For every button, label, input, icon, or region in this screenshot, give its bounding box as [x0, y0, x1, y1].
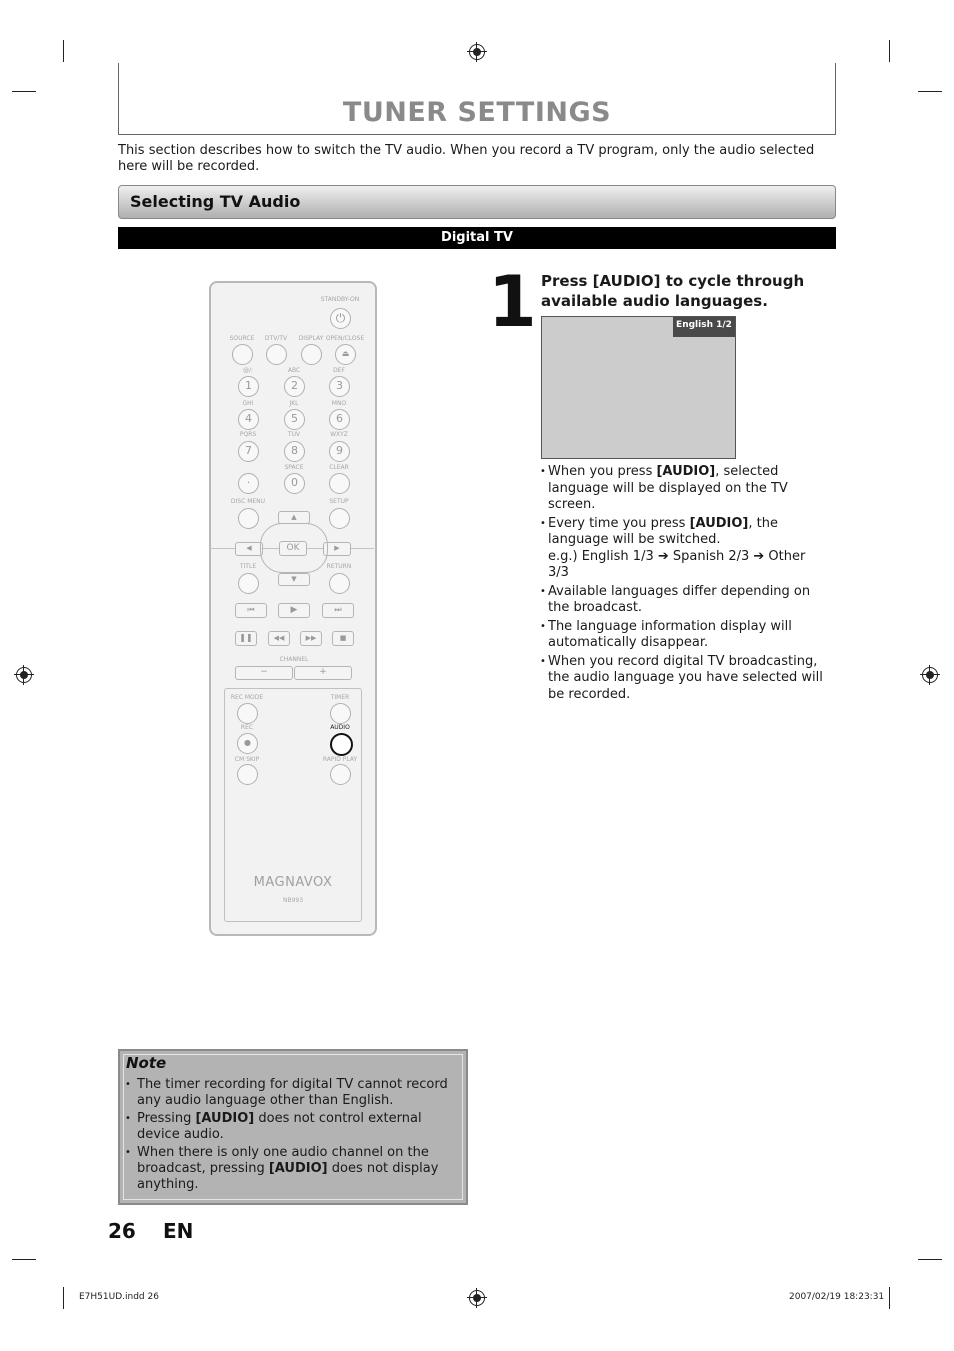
clear-label: CLEAR — [329, 464, 349, 471]
display-label: DISPLAY — [298, 335, 324, 342]
note-heading: Note — [126, 1054, 167, 1072]
brand-logo: MAGNAVOX — [253, 875, 333, 890]
step-bullets — [540, 464, 830, 705]
footer-timestamp: 2007/02/19 18:23:31 — [789, 1292, 885, 1302]
key6-letters: MNO — [331, 400, 347, 407]
source-label: SOURCE — [229, 335, 255, 342]
setup-label: SETUP — [329, 498, 349, 505]
example-text: e.g.) English 1/3 ➔ Spanish 2/3 ➔ Other 3/3 — [548, 548, 806, 580]
step-number: 1 — [488, 261, 537, 343]
digit-button: 0 — [284, 473, 305, 494]
up-arrow-icon: ▲ — [278, 511, 310, 524]
timer-label: TIMER — [330, 694, 350, 701]
key8-letters: TUV — [287, 431, 301, 438]
footer-file: E7H51UD.indd 26 — [79, 1292, 159, 1302]
eject-icon: ⏏ — [335, 344, 356, 365]
audio-button — [330, 733, 353, 756]
key3-letters: DEF — [333, 367, 345, 374]
return-label: RETURN — [326, 563, 352, 570]
space-label: SPACE — [284, 464, 304, 471]
down-arrow-icon: ▼ — [278, 573, 310, 586]
registration-mark-icon — [922, 667, 938, 683]
section-header — [118, 185, 836, 219]
list-item: • When you record digital TV broadcasting, the audio language you have selected will be recorded. — [540, 654, 830, 704]
key1-letters: @/: — [242, 367, 254, 374]
rec-mode-button — [237, 703, 258, 724]
remote-control-illustration — [209, 281, 377, 936]
record-icon: ● — [237, 733, 258, 754]
return-button — [329, 573, 350, 594]
rapid-play-button — [330, 764, 351, 785]
standby-label: STANDBY-ON — [320, 296, 360, 303]
registration-mark-icon — [469, 1290, 485, 1306]
key9-letters: WXYZ — [330, 431, 348, 438]
cm-skip-label: CM SKIP — [234, 756, 260, 763]
key4-letters: GHI — [242, 400, 254, 407]
timer-button — [330, 703, 351, 724]
digit-button: 1 — [238, 376, 259, 397]
clear-button — [329, 473, 350, 494]
key2-letters: ABC — [287, 367, 301, 374]
rewind-icon: ◀◀ — [268, 631, 290, 646]
tv-screen-illustration — [541, 316, 736, 459]
power-icon: ⏻ — [330, 308, 351, 329]
source-button — [232, 344, 253, 365]
skip-forward-icon: ⏭ — [322, 603, 354, 618]
ok-button: OK — [279, 541, 307, 556]
key7-letters: PQRS — [239, 431, 257, 438]
digit-button: 3 — [329, 376, 350, 397]
list-item: • When you press [AUDIO], selected language will be displayed on the TV screen. — [540, 464, 830, 514]
title-label: TITLE — [239, 563, 257, 570]
digit-button: 5 — [284, 409, 305, 430]
digit-button: 4 — [238, 409, 259, 430]
note-list — [125, 1077, 455, 1195]
note-box — [118, 1049, 468, 1205]
mode-bar: Digital TV — [118, 227, 836, 249]
page-title: TUNER SETTINGS — [342, 97, 612, 128]
disc-menu-label: DISC MENU — [230, 498, 266, 505]
rec-mode-label: REC MODE — [230, 694, 264, 701]
fast-forward-icon: ▶▶ — [300, 631, 322, 646]
pause-icon: ❚❚ — [235, 631, 257, 646]
digit-button: 9 — [329, 441, 350, 462]
dtv-label: DTV/TV — [264, 335, 288, 342]
list-item: • When there is only one audio channel on the broadcast, pressing [AUDIO] does not display anything. — [125, 1145, 455, 1193]
intro-text: This section describes how to switch the TV audio. When you record a TV program, only the audio selected here will be recorded. — [118, 143, 815, 174]
registration-mark-icon — [469, 44, 485, 60]
model-number: NB993 — [282, 897, 304, 904]
digit-button: 7 — [238, 441, 259, 462]
digit-button: 8 — [284, 441, 305, 462]
dtv-button — [266, 344, 287, 365]
right-arrow-icon: ▶ — [323, 542, 351, 556]
open-close-label: OPEN/CLOSE — [325, 335, 365, 342]
language-code: EN — [163, 1219, 194, 1243]
title-button — [238, 573, 259, 594]
stop-icon: ■ — [332, 631, 354, 646]
registration-mark-icon — [16, 667, 32, 683]
list-item: • The language information display will automatically disappear. — [540, 619, 830, 652]
left-arrow-icon: ◀ — [235, 542, 263, 556]
rec-label: REC — [240, 724, 254, 731]
rapid-play-label: RAPID PLAY — [322, 756, 358, 763]
digit-button: 2 — [284, 376, 305, 397]
section-title: Selecting TV Audio — [130, 192, 301, 211]
play-icon: ▶ — [278, 603, 310, 618]
disc-menu-button — [238, 508, 259, 529]
dot-button: · — [238, 473, 259, 494]
list-item: • The timer recording for digital TV cannot record any audio language other than English. — [125, 1077, 455, 1109]
cm-skip-button — [237, 764, 258, 785]
channel-up-icon: + — [294, 666, 352, 680]
list-item: • Pressing [AUDIO] does not control external device audio. — [125, 1111, 455, 1143]
page-number: 26 — [108, 1219, 136, 1243]
channel-label: CHANNEL — [279, 656, 309, 663]
list-item: • Every time you press [AUDIO], the language will be switched. e.g.) English 1/3 ➔ Spanish 2/3 ➔ Other 3/3 — [540, 516, 830, 582]
skip-back-icon: ⏮ — [235, 603, 267, 618]
setup-button — [329, 508, 350, 529]
step-title: Press [AUDIO] to cycle through available audio languages. — [541, 272, 805, 310]
display-button — [301, 344, 322, 365]
channel-down-icon: − — [235, 666, 293, 680]
audio-label: AUDIO — [330, 724, 350, 731]
list-item: • Available languages differ depending on the broadcast. — [540, 584, 830, 617]
language-indicator: English 1/2 — [673, 317, 735, 337]
key5-letters: JKL — [289, 400, 299, 407]
digit-button: 6 — [329, 409, 350, 430]
